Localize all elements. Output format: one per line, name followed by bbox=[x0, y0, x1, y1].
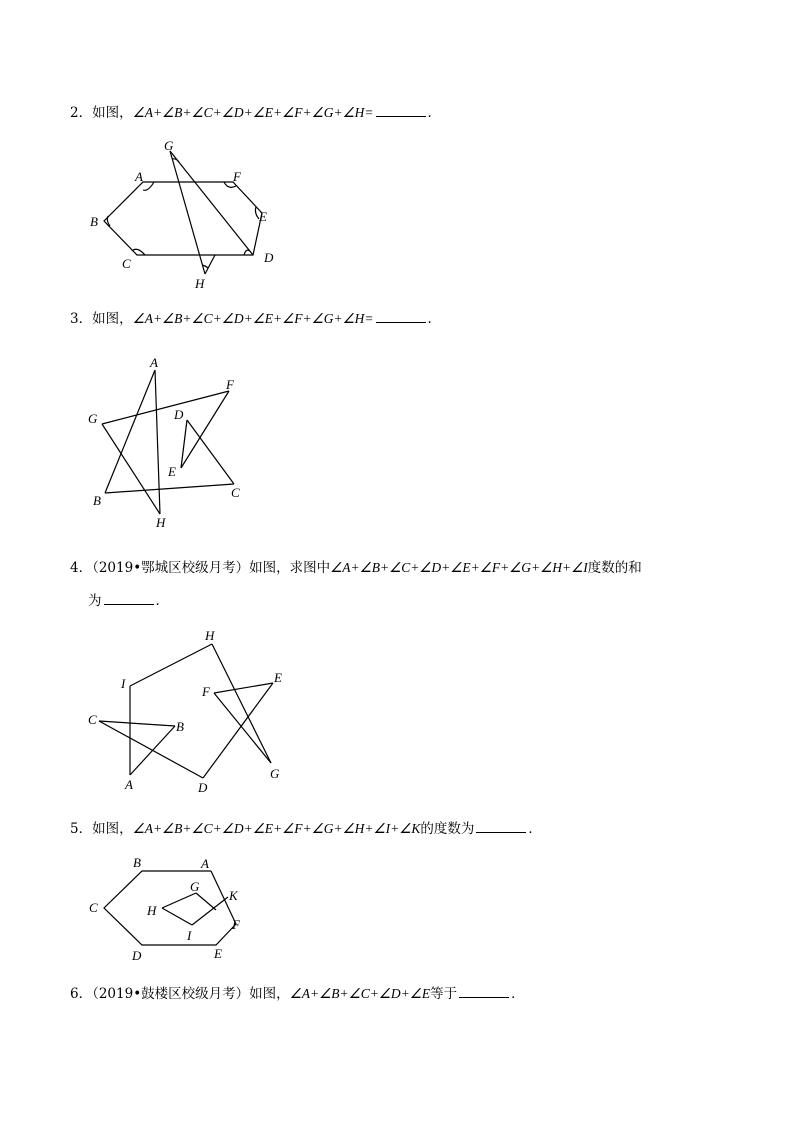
label-I: I bbox=[187, 928, 192, 943]
question-prefix: 如图， bbox=[92, 821, 133, 837]
label-D: D bbox=[198, 780, 208, 795]
question-prefix: 如图， bbox=[92, 311, 133, 327]
label-G: G bbox=[164, 138, 174, 153]
question-end: ． bbox=[511, 986, 525, 1002]
segment-I-K bbox=[192, 897, 228, 925]
angle-expression: ∠A+∠B+∠C+∠D+∠E+∠F+∠G+∠H= bbox=[132, 311, 374, 326]
label-F: F bbox=[233, 169, 241, 184]
angle-expression: ∠A+∠B+∠C+∠D+∠E+∠F+∠G+∠H+∠I bbox=[330, 560, 588, 575]
label-A: A bbox=[125, 777, 133, 792]
label-H: H bbox=[156, 515, 166, 530]
label-E: E bbox=[259, 209, 267, 224]
question-suffix: 等于 bbox=[430, 986, 458, 1002]
label-A: A bbox=[201, 856, 209, 871]
label-E: E bbox=[168, 464, 176, 479]
label-H: H bbox=[147, 903, 157, 918]
label-H: H bbox=[195, 276, 205, 291]
label-A: A bbox=[135, 169, 143, 184]
label-C: C bbox=[231, 485, 240, 500]
angle-expression: ∠A+∠B+∠C+∠D+∠E bbox=[289, 986, 431, 1001]
answer-blank[interactable] bbox=[459, 983, 509, 998]
angle-expression: ∠A+∠B+∠C+∠D+∠E+∠F+∠G+∠H+∠I+∠K bbox=[132, 821, 421, 836]
label-F: F bbox=[232, 917, 240, 932]
label-G: G bbox=[270, 766, 280, 781]
label-E: E bbox=[214, 946, 222, 961]
question-line2-prefix: 为 bbox=[88, 593, 102, 609]
question-6 bbox=[70, 983, 525, 1004]
segment-H-G bbox=[162, 893, 196, 908]
label-G: G bbox=[190, 879, 200, 894]
label-C: C bbox=[88, 712, 97, 727]
label-B: B bbox=[90, 214, 98, 229]
label-F: F bbox=[202, 684, 210, 699]
question-suffix: 的度数为 bbox=[420, 821, 475, 837]
label-B: B bbox=[176, 719, 184, 734]
segment-H-I bbox=[162, 908, 192, 925]
label-A: A bbox=[150, 355, 158, 370]
label-F: F bbox=[226, 377, 234, 392]
question-number: 3． bbox=[70, 311, 93, 327]
label-D: D bbox=[132, 948, 142, 963]
label-I: I bbox=[121, 676, 126, 691]
question-number: 6． bbox=[70, 986, 93, 1002]
question-number: 4． bbox=[70, 560, 93, 576]
question-line2-suffix: ． bbox=[155, 593, 169, 609]
angle-expression: ∠A+∠B+∠C+∠D+∠E+∠F+∠G+∠H= bbox=[132, 105, 374, 120]
label-K: K bbox=[229, 888, 238, 903]
question-suffix: ． bbox=[427, 311, 442, 327]
label-C: C bbox=[89, 900, 98, 915]
label-B: B bbox=[93, 493, 101, 508]
label-G: G bbox=[88, 411, 98, 426]
question-end: ． bbox=[528, 821, 542, 837]
label-B: B bbox=[133, 855, 141, 870]
question-prefix: （2019•鄂城区校级月考）如图，求图中 bbox=[92, 560, 331, 576]
question-number: 2． bbox=[70, 105, 93, 121]
label-D: D bbox=[264, 250, 274, 265]
label-E: E bbox=[274, 670, 282, 685]
label-C: C bbox=[122, 256, 131, 271]
label-H: H bbox=[205, 628, 215, 643]
question-suffix: ． bbox=[427, 105, 442, 121]
question-prefix: （2019•鼓楼区校级月考）如图， bbox=[92, 986, 290, 1002]
question-suffix: 度数的和 bbox=[587, 560, 642, 576]
question-prefix: 如图， bbox=[92, 105, 133, 121]
label-D: D bbox=[174, 407, 184, 422]
segment-G-F bbox=[196, 893, 216, 910]
question-number: 5． bbox=[70, 821, 93, 837]
